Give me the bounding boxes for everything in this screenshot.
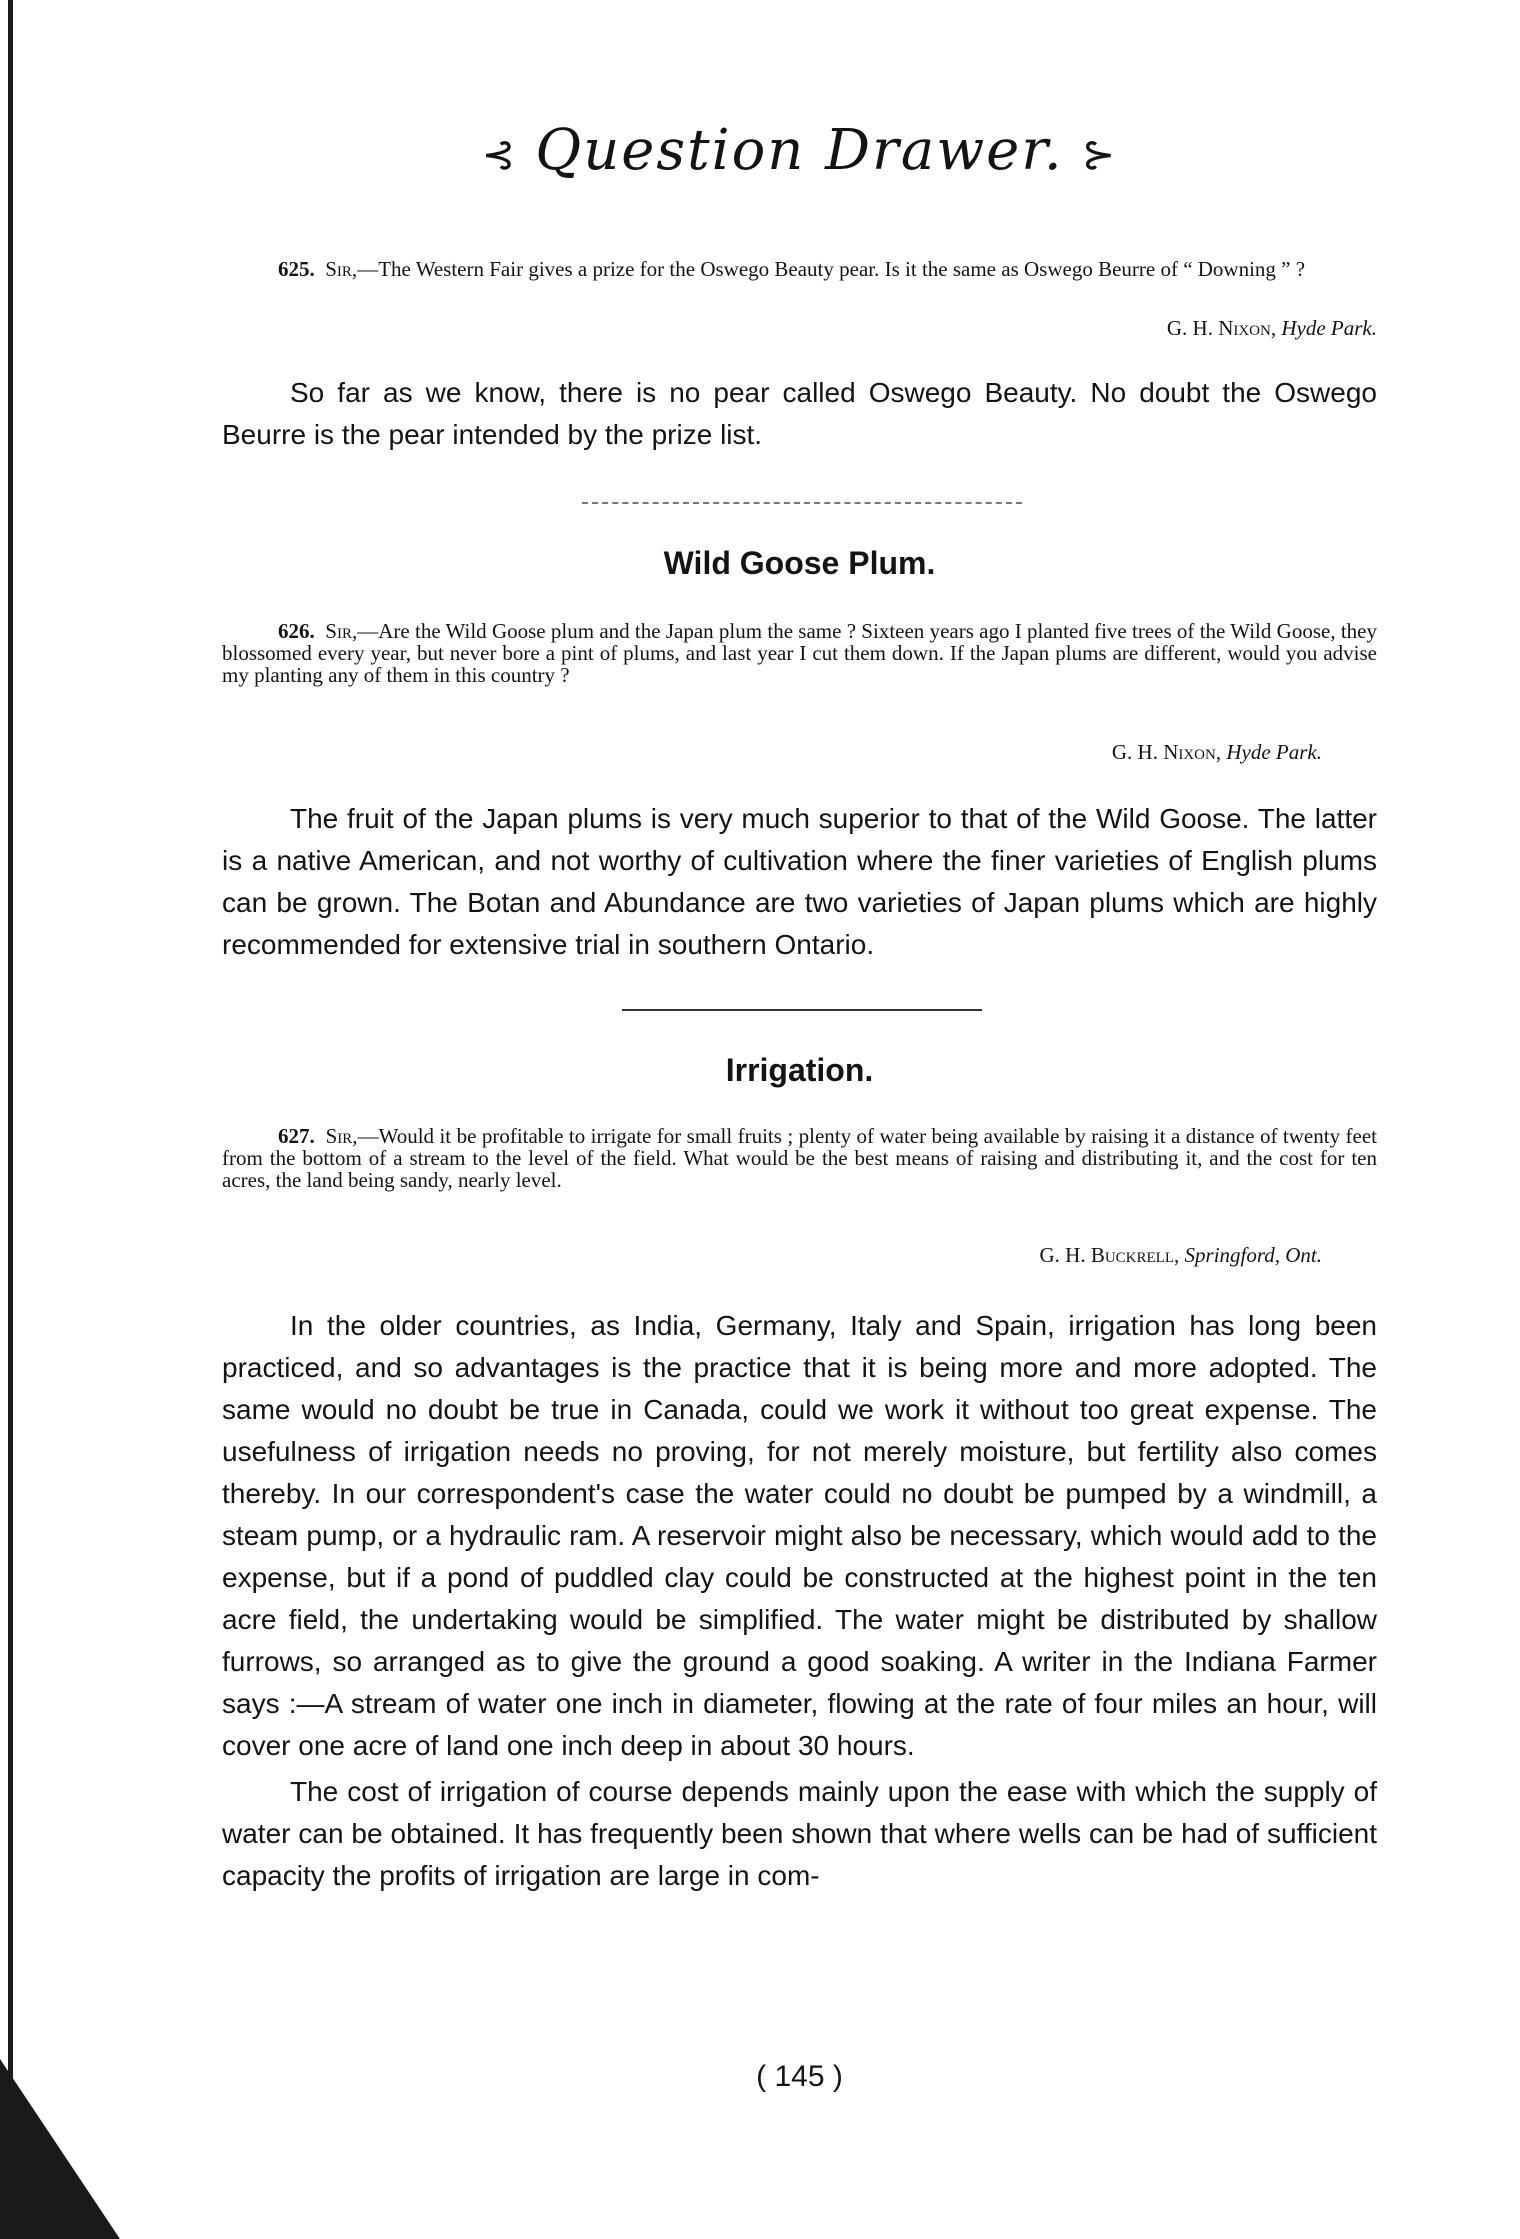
salutation: Sir, bbox=[325, 1124, 358, 1148]
answer-626 bbox=[222, 798, 1377, 966]
signature-place: Hyde Park. bbox=[1226, 740, 1322, 764]
page-corner-shadow bbox=[0, 2059, 120, 2239]
section-divider bbox=[622, 1009, 982, 1011]
signature-place: Springford, Ont. bbox=[1184, 1243, 1322, 1267]
answer-paragraph: So far as we know, there is no pear called Oswego Beauty. No doubt the Oswego Beurre is the pear intended by the prize list. bbox=[222, 377, 1377, 450]
question-number: 626. bbox=[278, 619, 315, 643]
ornament-left-icon: ⊰ bbox=[481, 131, 518, 178]
signature-625 bbox=[222, 316, 1377, 341]
signature-place: Hyde Park. bbox=[1281, 316, 1377, 340]
masthead bbox=[222, 118, 1377, 183]
section-divider bbox=[582, 502, 1022, 504]
salutation: Sir, bbox=[325, 257, 358, 281]
signature-name: G. H. Nixon, bbox=[1166, 316, 1277, 340]
question-text: —Would it be profitable to irrigate for small fruits ; plenty of water being available by raising it a distance of twenty feet from the bottom of a stream to the level of the field. What would be the best means of raising and distributing it, and the cost for ten acres, the land being sandy, nearly level. bbox=[222, 1124, 1377, 1192]
masthead-title: Question Drawer. bbox=[535, 118, 1064, 183]
question-626 bbox=[222, 620, 1377, 686]
signature-627 bbox=[222, 1243, 1322, 1268]
answer-625 bbox=[222, 372, 1377, 456]
answer-paragraph: The fruit of the Japan plums is very much superior to that of the Wild Goose. The latter is a native American, and not worthy of cultivation where the finer varieties of English plums can be grown. The Botan and Abundance are two varieties of Japan plums which are highly recommended for extensive trial in southern Ontario. bbox=[222, 803, 1377, 960]
ornament-right-icon: ⊱ bbox=[1081, 131, 1118, 178]
answer-627 bbox=[222, 1305, 1377, 1897]
signature-626 bbox=[222, 740, 1322, 765]
signature-name: G. H. Nixon, bbox=[1111, 740, 1222, 764]
page-number: ( 145 ) bbox=[756, 2060, 843, 2093]
question-625 bbox=[222, 258, 1377, 280]
question-text: —The Western Fair gives a prize for the Oswego Beauty pear. Is it the same as Oswego Beurre of “ Downing ” ? bbox=[357, 257, 1306, 281]
heading-wild-goose-plum: Wild Goose Plum. bbox=[663, 545, 936, 581]
answer-paragraph: The cost of irrigation of course depends mainly upon the ease with which the supply of water can be obtained. It has frequently been shown that where wells can be had of sufficient capacity the profits of irrigation are large in com- bbox=[222, 1776, 1377, 1891]
signature-name: G. H. Buckrell, bbox=[1039, 1243, 1180, 1267]
question-number: 625. bbox=[278, 257, 315, 281]
question-number: 627. bbox=[278, 1124, 315, 1148]
heading-irrigation: Irrigation. bbox=[725, 1052, 874, 1088]
question-627 bbox=[222, 1125, 1377, 1191]
answer-paragraph: In the older countries, as India, Germany, Italy and Spain, irrigation has long been practiced, and so advantages is the practice that it is being more and more adopted. The same would no doubt be true in Canada, could we work it without too great expense. The usefulness of irrigation needs no proving, for not merely moisture, but fertility also comes thereby. In our correspondent's case the water could no doubt be pumped by a windmill, a steam pump, or a hydraulic ram. A reservoir might also be necessary, which would add to the expense, but if a pond of puddled clay could be constructed at the highest point in the ten acre field, the undertaking would be simplified. The water might be distributed by shallow furrows, so arranged as to give the ground a good soaking. A writer in the Indiana Farmer says :—A stream of water one inch in diameter, flowing at the rate of four miles an hour, will cover one acre of land one inch deep in about 30 hours. bbox=[222, 1310, 1377, 1761]
question-text: —Are the Wild Goose plum and the Japan plum the same ? Sixteen years ago I planted five trees of the Wild Goose, they blossomed every year, but never bore a pint of plums, and last year I cut them down. If the Japan plums are different, would you advise my planting any of them in this country ? bbox=[222, 619, 1377, 687]
salutation: Sir, bbox=[325, 619, 358, 643]
page-spine-edge bbox=[8, 0, 13, 2239]
